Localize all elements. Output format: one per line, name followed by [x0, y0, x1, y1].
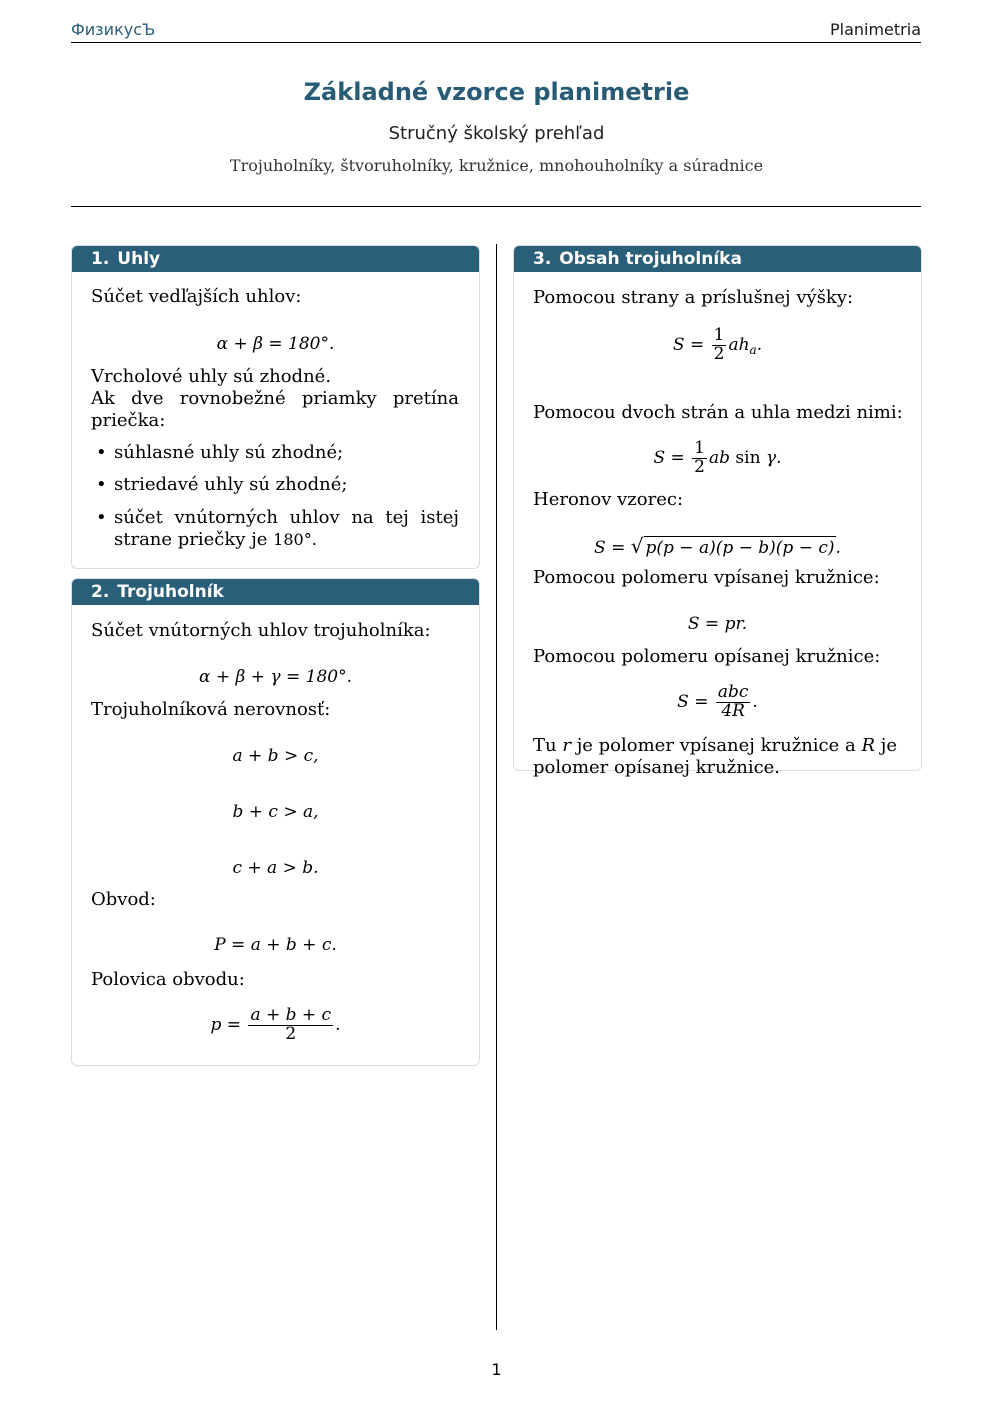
formula-term: γ. [765, 447, 782, 468]
note-line [533, 735, 897, 756]
formula-term: ab [708, 447, 731, 468]
fraction [716, 684, 751, 721]
formula-perimeter: P = a + b + c. [214, 935, 337, 955]
running-header-topic: Planimetria [829, 20, 921, 39]
page-number: 1 [491, 1360, 502, 1379]
text-line: Ak dve rovnobežné priamky pretína [91, 388, 459, 409]
numerator: 1 [713, 325, 725, 345]
formula-area-height [514, 327, 921, 364]
formula-end: . [752, 691, 758, 712]
text-line: Pomocou strany a príslušnej výšky: [533, 287, 854, 308]
section-number: 3. [533, 249, 552, 269]
list-item: súčet vnútorných uhlov na tej istej [114, 507, 459, 528]
text-line: Obvod: [91, 889, 156, 910]
section-header [514, 246, 921, 272]
numerator: abc [717, 682, 749, 702]
formula-end: . [335, 1014, 341, 1035]
page-title: Základné vzorce planimetrie [303, 78, 690, 106]
formula-area-sine [514, 440, 921, 477]
formula-angle-sum: α + β + γ = 180°. [199, 667, 352, 687]
formula-supplementary-angles: α + β = 180°. [216, 334, 335, 354]
section-header [72, 579, 479, 605]
note-line: polomer opísanej kružnice. [533, 757, 781, 778]
running-header-brand: ФизикусЪ [71, 20, 156, 39]
text-line: Polovica obvodu: [91, 969, 245, 990]
formula-inradius: S = pr. [687, 614, 748, 634]
formula-semiperimeter [72, 1007, 479, 1044]
section-triangle [71, 578, 480, 1066]
fraction [248, 1007, 333, 1044]
bullet-marker: • [96, 507, 107, 528]
angle-value: 180°. [273, 530, 317, 549]
note-text: Tu [533, 735, 557, 756]
text-line: Pomocou polomeru opísanej kružnice: [533, 646, 881, 667]
text-line: Súčet vnútorných uhlov trojuholníka: [91, 620, 431, 641]
sqrt-icon: √ [630, 534, 644, 558]
fraction [712, 327, 727, 364]
formula-term: ah [728, 334, 750, 355]
denominator: 4R [721, 700, 745, 721]
section-title: Obsah trojuholníka [559, 249, 742, 269]
denominator: 2 [694, 456, 705, 477]
bullet-marker: • [96, 474, 107, 495]
note-text: je polomer vpísanej kružnice a [576, 735, 856, 756]
text-line: Pomocou polomeru vpísanej kružnice: [533, 567, 880, 588]
radicand: p(p − a)(p − b)(p − c) [645, 538, 835, 558]
formula-lhs: S = [653, 447, 685, 468]
list-item-continuation [114, 529, 317, 550]
formula-end: . [756, 334, 763, 355]
bullet-marker: • [96, 442, 107, 463]
text-line: Súčet vedľajších uhlov: [91, 286, 302, 307]
column-divider [496, 244, 497, 1330]
fraction [692, 440, 707, 477]
formula-lhs: S = [677, 691, 709, 712]
section-header [72, 246, 479, 272]
title-rule [71, 206, 921, 207]
formula-lhs: p = [210, 1014, 242, 1035]
function-name: sin [735, 447, 761, 468]
formula-lhs: S = [594, 538, 626, 558]
topics-line: Trojuholníky, štvoruholníky, kružnice, mnohouholníky a súradnice [229, 156, 764, 175]
text-line: Pomocou dvoch strán a uhla medzi nimi: [533, 402, 903, 423]
formula-heron [514, 534, 921, 558]
section-title: Trojuholník [117, 582, 224, 602]
text-line: Trojuholníková nerovnosť: [91, 699, 331, 720]
numerator: 1 [694, 438, 705, 458]
note-text: je [880, 735, 897, 756]
list-item: súhlasné uhly sú zhodné; [114, 442, 344, 463]
section-title: Uhly [117, 249, 161, 269]
text-line: Heronov vzorec: [533, 489, 684, 510]
text-line: priečka: [91, 410, 166, 431]
formula-inequality: c + a > b. [232, 858, 319, 878]
subscript: a [749, 343, 757, 358]
denominator: 2 [285, 1023, 297, 1044]
variable: r [562, 735, 571, 756]
formula-inequality: a + b > c, [232, 746, 319, 766]
page-subtitle: Stručný školský prehľad [388, 123, 605, 144]
formula-circumradius [514, 684, 921, 721]
list-item-text: strane priečky je [114, 529, 268, 550]
section-triangle-area [513, 245, 922, 778]
section-number: 2. [91, 582, 110, 602]
formula-lhs: S = [672, 334, 705, 355]
denominator: 2 [713, 343, 725, 364]
formula-end: . [835, 538, 841, 558]
text-line: Vrcholové uhly sú zhodné. [91, 366, 332, 387]
formula-inequality: b + c > a, [232, 802, 319, 822]
section-angles [71, 245, 480, 569]
header-rule [71, 42, 921, 43]
variable: R [861, 735, 876, 756]
list-item: striedavé uhly sú zhodné; [114, 474, 348, 495]
section-number: 1. [91, 249, 110, 269]
numerator: a + b + c [250, 1005, 332, 1025]
